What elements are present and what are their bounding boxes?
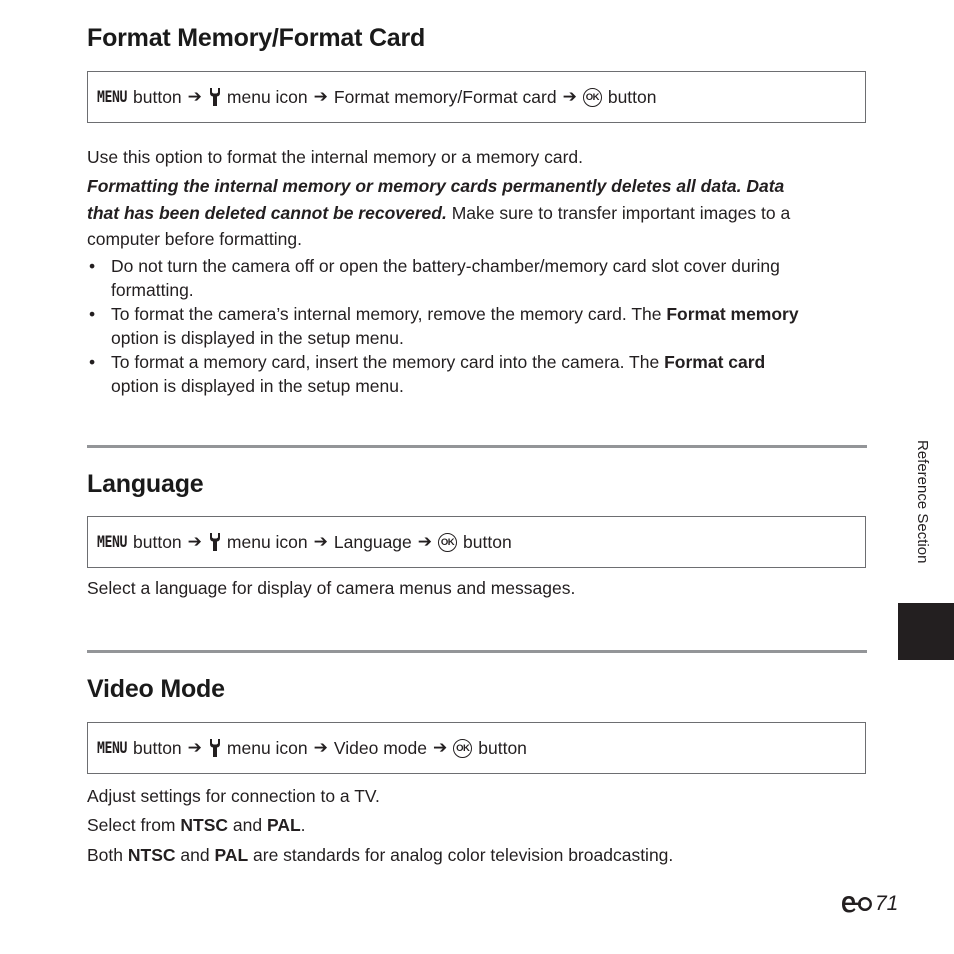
nav-button-word: button (133, 738, 182, 758)
video-text: . (300, 815, 306, 835)
video-line-3 (87, 842, 673, 868)
wrench-icon (208, 738, 222, 758)
ok-button-icon: OK (583, 88, 602, 107)
bullet-line: option is displayed in the setup menu. (111, 376, 404, 396)
side-section-label: Reference Section (914, 440, 931, 564)
nav-ok-button-word: button (607, 87, 657, 107)
video-line-2 (87, 812, 306, 838)
video-text: Select from (87, 815, 181, 835)
arrow-right-icon: ➔ (187, 532, 202, 551)
list-item (87, 302, 877, 350)
nav-ok-button-word: button (478, 738, 527, 758)
nav-item: Video mode (333, 738, 427, 758)
bullet-line (111, 350, 877, 374)
menu-button-icon: MENU (97, 532, 127, 551)
format-bullet-list (87, 254, 877, 398)
bullet-line (111, 302, 877, 326)
pal-label: PAL (214, 845, 249, 865)
nav-ok-button-word: button (463, 532, 512, 552)
section-divider (87, 650, 867, 653)
list-item (87, 350, 877, 398)
nav-menu-icon-text: menu icon (226, 738, 308, 758)
page-number-value: 71 (875, 892, 899, 915)
arrow-right-icon: ➔ (313, 738, 328, 757)
format-intro: Use this option to format the internal memory or a memory card. (87, 147, 584, 167)
arrow-right-icon: ➔ (313, 532, 328, 551)
wrench-icon (208, 87, 222, 107)
ok-button-icon: OK (453, 739, 472, 758)
bullet-bold-text: Format card (664, 352, 766, 372)
video-text: and (175, 845, 215, 865)
bullet-dot: • (89, 352, 96, 372)
arrow-right-icon: ➔ (187, 738, 202, 757)
arrow-right-icon: ➔ (187, 87, 202, 106)
nav-item: Language (333, 532, 412, 552)
ntsc-label: NTSC (180, 815, 229, 835)
ntsc-label: NTSC (127, 845, 176, 865)
section-divider (87, 445, 867, 448)
video-text: Both (87, 845, 128, 865)
arrow-right-icon: ➔ (562, 87, 577, 106)
format-warning-bold: that has been deleted cannot be recovered. (87, 203, 447, 223)
bullet-line: option is displayed in the setup menu. (111, 328, 404, 348)
menu-button-icon: MENU (97, 738, 127, 757)
page-number (839, 892, 898, 916)
bullet-line: formatting. (111, 280, 194, 300)
section-title-language: Language (87, 470, 204, 498)
language-description: Select a language for display of camera menus and messages. (87, 578, 576, 598)
section-title-video-mode: Video Mode (87, 675, 225, 703)
format-warning-rest: Make sure to transfer important images to a (446, 203, 791, 223)
nav-menu-icon-text: menu icon (226, 532, 308, 552)
video-text: are standards for analog color television broadcasting. (248, 845, 674, 865)
format-warning-line1: Formatting the internal memory or memory cards permanently deletes all data. Data (87, 176, 785, 196)
list-item (87, 254, 877, 302)
nav-path-language (87, 516, 866, 568)
arrow-right-icon: ➔ (417, 532, 433, 551)
side-section-tab (898, 603, 954, 660)
menu-button-icon: MENU (97, 87, 127, 106)
arrow-right-icon: ➔ (433, 738, 448, 757)
bullet-text: To format the camera’s internal memory, remove the memory card. The (111, 304, 667, 324)
nav-path-video-mode (87, 722, 866, 774)
wrench-icon (208, 532, 222, 552)
section-title-format: Format Memory/Format Card (87, 24, 426, 52)
format-warning-line2 (87, 200, 790, 226)
nav-item: Format memory/Format card (333, 87, 557, 107)
pal-label: PAL (266, 815, 301, 835)
reference-e-icon (839, 893, 873, 915)
bullet-dot: • (89, 304, 96, 324)
video-text: and (228, 815, 267, 835)
nav-menu-icon-text: menu icon (226, 87, 308, 107)
bullet-bold-text: Format memory (666, 304, 799, 324)
video-line-1: Adjust settings for connection to a TV. (87, 786, 380, 806)
nav-button-word: button (133, 87, 182, 107)
bullet-line: Do not turn the camera off or open the battery-chamber/memory card slot cover during (111, 256, 780, 276)
nav-button-word: button (133, 532, 182, 552)
nav-path-format (87, 71, 866, 123)
ok-button-icon: OK (438, 533, 457, 552)
bullet-dot: • (89, 256, 96, 276)
bullet-text: To format a memory card, insert the memory card into the camera. The (111, 352, 665, 372)
format-warning-line3: computer before formatting. (87, 229, 302, 249)
arrow-right-icon: ➔ (313, 87, 328, 106)
